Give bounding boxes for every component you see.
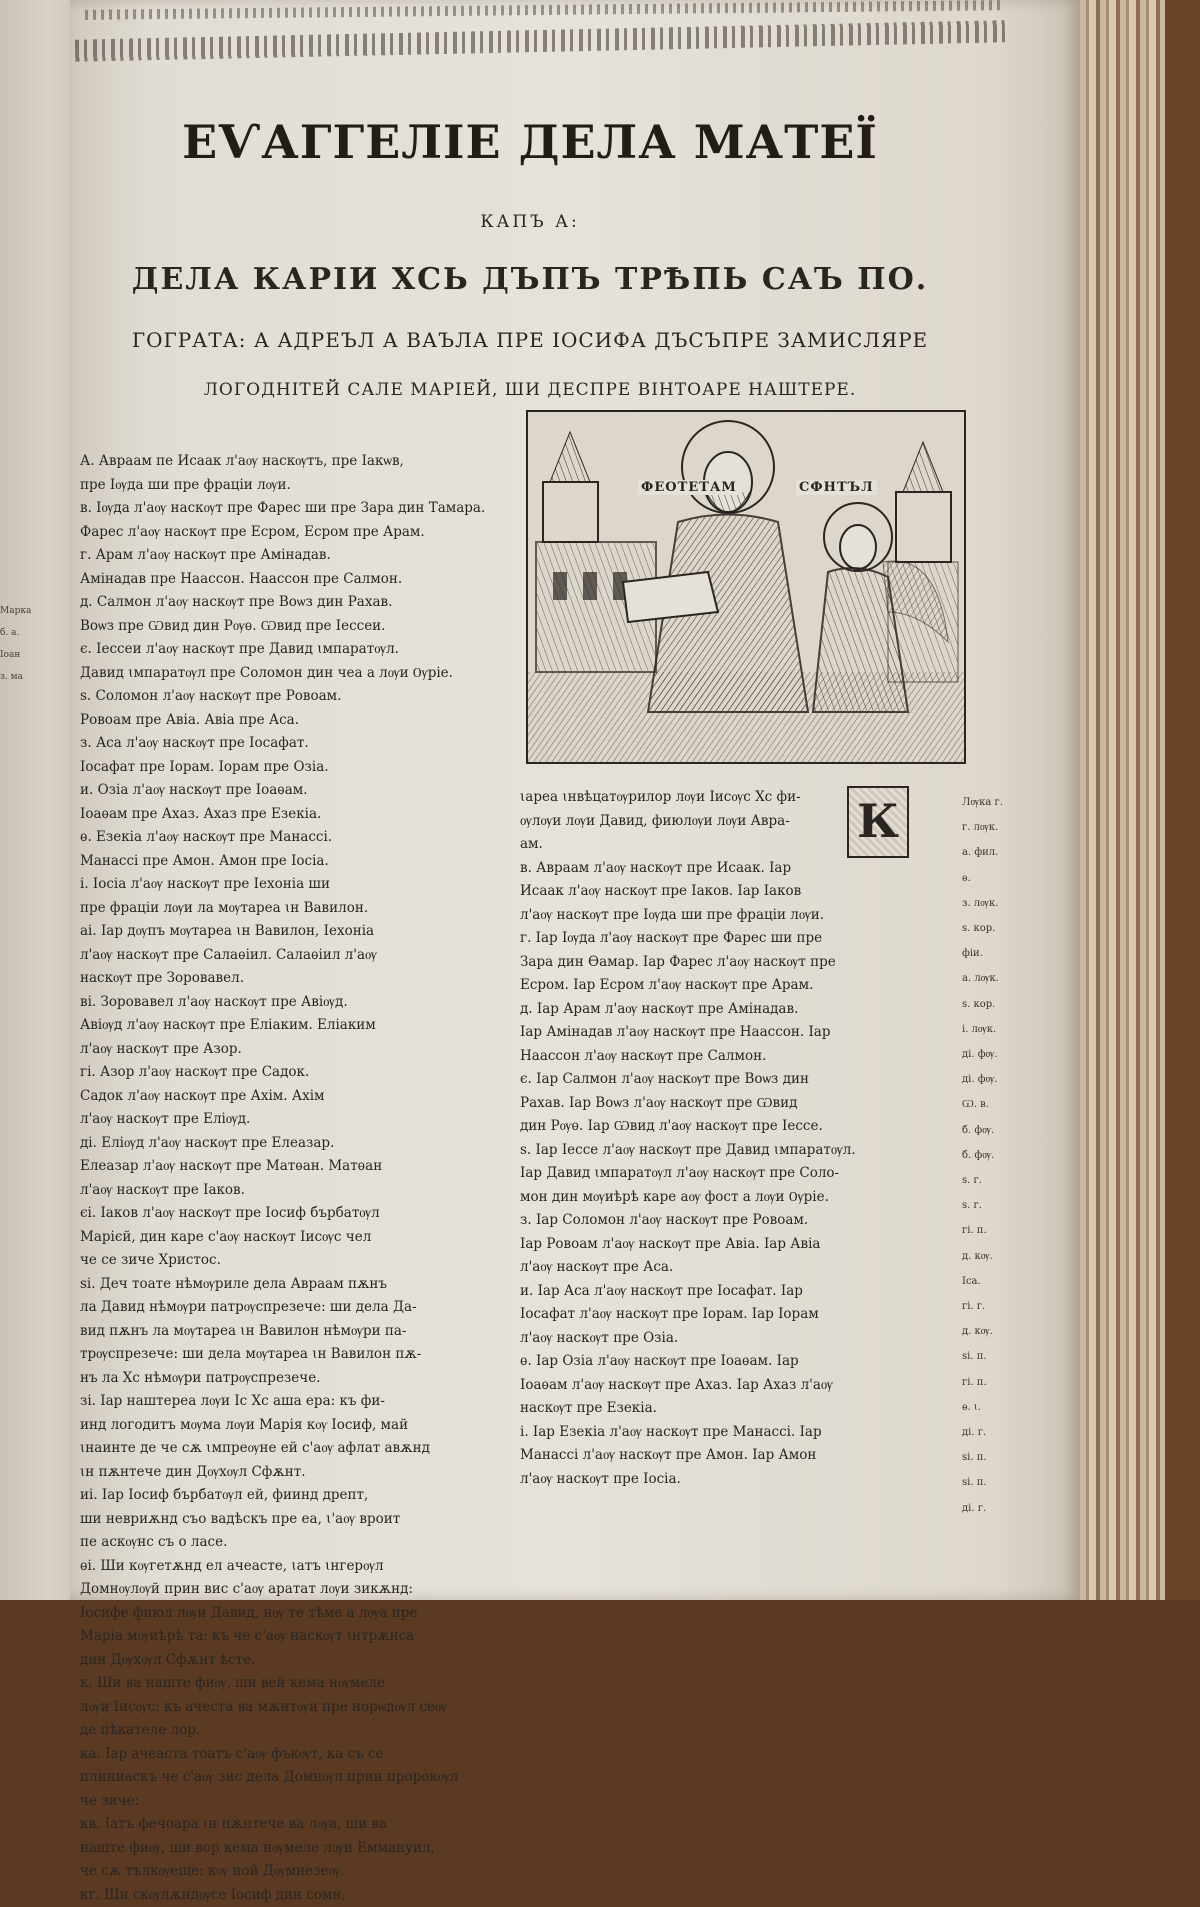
text-line: Фарес л'аѹ наскѹт пре Есром, Есром пре Арам. — [80, 521, 505, 545]
text-line: д. Іар Арам л'аѹ наскѹт пре Амінадав. — [520, 998, 955, 1022]
margin-note: ѕі. п. — [962, 1344, 1012, 1369]
left-text-column — [80, 450, 505, 1907]
right-text-column — [520, 786, 955, 1491]
margin-note: ді. фѹ. — [962, 1042, 1012, 1067]
margin-note: гі. п. — [962, 1370, 1012, 1395]
text-line: л'аѹ наскѹт пре Іѹда ши пре фраціи лѹи. — [520, 904, 955, 928]
text-line: ѹлѹи лѹи Давид, фиюлѹи лѹи Авра- — [520, 810, 955, 834]
text-line: Іар Амінадав л'аѹ наскѹт пре Наассон. Іар — [520, 1021, 955, 1045]
text-line: и. Озіа л'аѹ наскѹт пре Іоаѳам. — [80, 779, 505, 803]
text-line: наскѹт пре Зоровавел. — [80, 967, 505, 991]
text-line: Зара дин Ѳамар. Іар Фарес л'аѹ наскѹт пре — [520, 951, 955, 975]
text-line: пре Іѹда ши пре фраціи лѹи. — [80, 474, 505, 498]
text-line: л'аѹ наскѹт пре Еліѹд. — [80, 1108, 505, 1132]
text-line: иі. Іар Іосиф бърбатѹл ей, фиинд дрепт, — [80, 1484, 505, 1508]
text-line: д. Салмон л'аѹ наскѹт пре Воѡз дин Рахав. — [80, 591, 505, 615]
margin-note: з. лѹк. — [962, 891, 1012, 916]
margin-note: ді. г. — [962, 1496, 1012, 1521]
text-line: де пѣкателе лор. — [80, 1719, 505, 1743]
text-line: з. Іар Соломон л'аѹ наскѹт пре Ровоам. — [520, 1209, 955, 1233]
text-line: кв. Ꙇатъ фечоара ꙇн пѫнтече ва лѹа, ши ва — [80, 1813, 505, 1837]
text-line: наште фиѹ, ши вор кема нѹмеле лѹи Еммануил, — [80, 1837, 505, 1861]
margin-note: а. фил. — [962, 840, 1012, 865]
text-line: Исаак л'аѹ наскѹт пре Іаков. Іар Іаков — [520, 880, 955, 904]
decorated-initial: К — [847, 786, 909, 858]
text-line: є. Іессеи л'аѹ наскѹт пре Давид ꙇмпаратѹл. — [80, 638, 505, 662]
text-line: л'аѹ наскѹт пре Іаков. — [80, 1179, 505, 1203]
text-line: трѹспрезече: ши дела мѹтареа ꙇн Вавилон пѫ- — [80, 1343, 505, 1367]
left-margin-notes — [0, 600, 40, 688]
left-margin-note: з. ма — [0, 666, 40, 688]
text-line: дин Рѹѳ. Іар Ѡвид л'аѹ наскѹт пре Іессе. — [520, 1115, 955, 1139]
text-line: Ровоам пре Авіа. Авіа пре Аса. — [80, 709, 505, 733]
text-line: ам. — [520, 833, 955, 857]
margin-note: ѕ. кор. — [962, 916, 1012, 941]
text-line: гі. Азор л'аѹ наскѹт пре Садок. — [80, 1061, 505, 1085]
margin-note: гі. п. — [962, 1218, 1012, 1243]
margin-note: ѕі. п. — [962, 1445, 1012, 1470]
margin-note: ѕі. п. — [962, 1470, 1012, 1495]
text-line: аі. Іар дѹпъ мѹтареа ꙇн Вавилон, Іехоніа — [80, 920, 505, 944]
text-line: пре фраціи лѹи ла мѹтареа ꙇн Вавилон. — [80, 897, 505, 921]
text-line: єі. Іаков л'аѹ наскѹт пре Іосиф бърбатѹл — [80, 1202, 505, 1226]
text-line: ши невриѫнд съо вадѣскъ пре еа, ꙇ'аѹ вроит — [80, 1508, 505, 1532]
text-line: ѳ. Езекіа л'аѹ наскѹт пре Манассі. — [80, 826, 505, 850]
text-line: лѹи Іисѹс: къ ачеста ва мѫнтѹи пре норѡдѹл сеѹ — [80, 1696, 505, 1720]
margin-note: і. лѹк. — [962, 1017, 1012, 1042]
margin-note: а. лѹк. — [962, 966, 1012, 991]
text-line: л'аѹ наскѹт пре Азор. — [80, 1038, 505, 1062]
text-line: че се зиче Христос. — [80, 1249, 505, 1273]
text-line: Іосафат л'аѹ наскѹт пре Іорам. Іар Іорам — [520, 1303, 955, 1327]
book-cover-edge — [1165, 0, 1200, 1600]
background-left — [0, 0, 80, 1600]
margin-note: ѕ. г. — [962, 1193, 1012, 1218]
text-line: Іосафат пре Іорам. Іорам пре Озіа. — [80, 756, 505, 780]
text-line: Маріа мѹиѣрѣ та: къ че с'аѹ наскѹт ꙇнтрѫнса — [80, 1625, 505, 1649]
text-line: є. Іар Салмон л'аѹ наскѹт пре Воѡз дин — [520, 1068, 955, 1092]
text-line: Іар Давид ꙇмпаратѹл л'аѹ наскѹт пре Соло- — [520, 1162, 955, 1186]
margin-note: ѕ. г. — [962, 1168, 1012, 1193]
text-line: мон дин мѹиѣрѣ каре аѹ фост а лѹи Ѹріе. — [520, 1186, 955, 1210]
page-title: ЕѴАГГЕЛІЕ ДЕЛА МАТЕЇ — [80, 112, 980, 172]
text-line: че сѫ тълкѹеще: кѹ ной Дѹмнезеѹ. — [80, 1860, 505, 1884]
text-line: Авіѹд л'аѹ наскѹт пре Еліаким. Еліаким — [80, 1014, 505, 1038]
text-line: Іосифе фиюл лѹи Давид, нѹ те тѣме а лѹа пре — [80, 1602, 505, 1626]
margin-note: б. фѹ. — [962, 1118, 1012, 1143]
chapter-summary-line-2: ГОГРАТА: А АДРЕЪЛ А ВАЪЛА ПРЕ ІОСИФА ДЪСЪПРЕ ЗАМИСЛЯРЕ — [80, 328, 980, 352]
text-line: Манассі пре Амон. Амон пре Іосіа. — [80, 850, 505, 874]
text-line: ꙇнаинте де че сѫ ꙇмпреѹне ей с'аѹ афлат авѫнд — [80, 1437, 505, 1461]
text-line: наскѹт пре Езекіа. — [520, 1397, 955, 1421]
text-line: Домнѹлѹй прин вис с'аѹ аратат лѹи зикѫнд: — [80, 1578, 505, 1602]
text-line: в. Авраам л'аѹ наскѹт пре Исаак. Іар — [520, 857, 955, 881]
text-line: л'аѹ наскѹт пре Іосіа. — [520, 1468, 955, 1492]
chapter-label: КАПЪ А: — [80, 212, 980, 232]
text-line: че зиче: — [80, 1790, 505, 1814]
text-line: Наассон л'аѹ наскѹт пре Салмон. — [520, 1045, 955, 1069]
text-line: инд логодитъ мѹма лѹи Марія кѹ Іосиф, май — [80, 1414, 505, 1438]
text-line: Садок л'аѹ наскѹт пре Ахім. Ахім — [80, 1085, 505, 1109]
text-line: Есром. Іар Есром л'аѹ наскѹт пре Арам. — [520, 974, 955, 998]
text-line: Іар Ровоам л'аѹ наскѹт пре Авіа. Іар Авіа — [520, 1233, 955, 1257]
text-line: кг. Ши скѹлѫндѹсе Іосиф дин сомн, — [80, 1884, 505, 1907]
text-line: к. Ши ва наште фиѹ, ши вей кема нѹмеле — [80, 1672, 505, 1696]
text-line: плиниаскъ че с'аѹ зис дела Домнѹл прин пророкѹл — [80, 1766, 505, 1790]
text-line: дин Дѹхѹл Сфѫнт ѣсте. — [80, 1649, 505, 1673]
text-line: л'аѹ наскѹт пре Озіа. — [520, 1327, 955, 1351]
text-line: ка. Іар ачеаста тоатъ с'аѹ фъкѹт, ка съ се — [80, 1743, 505, 1767]
text-line: ꙇн пѫнтече дин Дѹхѹл Сфѫнт. — [80, 1461, 505, 1485]
margin-note: гі. г. — [962, 1294, 1012, 1319]
margin-note: д. кѹ. — [962, 1319, 1012, 1344]
text-line: ѳі. Ши кѹгетѫнд ел ачеасте, ꙇатъ ꙇнгерѹл — [80, 1555, 505, 1579]
text-line: Рахав. Іар Воѡз л'аѹ наскѹт пре Ѡвид — [520, 1092, 955, 1116]
text-line: Елеазар л'аѹ наскѹт пре Матѳан. Матѳан — [80, 1155, 505, 1179]
text-line: Давид ꙇмпаратѹл пре Соломон дин чеа а лѹи Ѹріе. — [80, 662, 505, 686]
text-line: Манассі л'аѹ наскѹт пре Амон. Іар Амон — [520, 1444, 955, 1468]
text-line: ді. Еліѹд л'аѹ наскѹт пре Елеазар. — [80, 1132, 505, 1156]
text-line: вид пѫнъ ла мѹтареа ꙇн Вавилон нѣмѹри па- — [80, 1320, 505, 1344]
text-line: в. Іѹда л'аѹ наскѹт пре Фарес ши пре Зара дин Тамара. — [80, 497, 505, 521]
text-line: пе аскѹнс съ о ласе. — [80, 1531, 505, 1555]
text-line: л'аѹ наскѹт пре Аса. — [520, 1256, 955, 1280]
header-ornament — [75, 0, 1005, 85]
text-line: і. Іар Езекіа л'аѹ наскѹт пре Манассі. Іар — [520, 1421, 955, 1445]
left-margin-note: б. а. — [0, 622, 40, 644]
margin-note: ді. г. — [962, 1420, 1012, 1445]
woodcut-label-right: СФНТЪЛ — [796, 480, 877, 495]
chapter-summary-line-1: ДЕЛА КАРІИ ХСЬ ДЪПЪ ТРѢПЬ САЪ ПО. — [80, 262, 980, 297]
margin-note: ѳ. ꙇ. — [962, 1395, 1012, 1420]
margin-note: д. кѹ. — [962, 1244, 1012, 1269]
margin-note: ді. фѹ. — [962, 1067, 1012, 1092]
margin-note: Ѡ. в. — [962, 1092, 1012, 1117]
margin-note: г. лѹк. — [962, 815, 1012, 840]
text-line: ѳ. Іар Озіа л'аѹ наскѹт пре Іоаѳам. Іар — [520, 1350, 955, 1374]
text-line: і. Іосіа л'аѹ наскѹт пре Іехоніа ши — [80, 873, 505, 897]
text-line: Іоаѳам л'аѹ наскѹт пре Ахаз. Іар Ахаз л'аѹ — [520, 1374, 955, 1398]
text-line: и. Іар Аса л'аѹ наскѹт пре Іосафат. Іар — [520, 1280, 955, 1304]
margin-note: ѕ. кор. — [962, 992, 1012, 1017]
text-line: г. Іар Іѹда л'аѹ наскѹт пре Фарес ши пре — [520, 927, 955, 951]
text-line: зі. Іар наштереа лѹи Іс Хс аша ера: къ фи- — [80, 1390, 505, 1414]
text-line: з. Аса л'аѹ наскѹт пре Іосафат. — [80, 732, 505, 756]
text-line: нъ ла Хс нѣмѹри патрѹспрезече. — [80, 1367, 505, 1391]
text-line: ѕ. Іар Іессе л'аѹ наскѹт пре Давид ꙇмпаратѹл. — [520, 1139, 955, 1163]
left-margin-note: Іоан — [0, 644, 40, 666]
margin-note: б. фѹ. — [962, 1143, 1012, 1168]
margin-note: фіи. — [962, 941, 1012, 966]
margin-note: Іса. — [962, 1269, 1012, 1294]
margin-note: Лѹка г. — [962, 790, 1012, 815]
text-line: л'аѹ наскѹт пре Салаѳіил. Салаѳіил л'аѹ — [80, 944, 505, 968]
text-line: ѕі. Деч тоате нѣмѹриле дела Авраам пѫнъ — [80, 1273, 505, 1297]
chapter-summary-line-3: ЛОГОДНІТЕЙ САЛЕ МАРІЕЙ, ШИ ДЕСПРЕ ВІНТОАРЕ НАШТЕРЕ. — [80, 380, 980, 400]
woodcut-illustration-icon — [528, 412, 964, 762]
left-margin-note: Марка — [0, 600, 40, 622]
text-line: ꙇареа ꙇнвѣцатѹрилор лѹи Іисѹс Хс фи- — [520, 786, 955, 810]
text-line: Іоаѳам пре Ахаз. Ахаз пре Езекіа. — [80, 803, 505, 827]
text-line: А. Авраам пе Исаак л'аѹ наскѹтъ, пре Іакѡв, — [80, 450, 505, 474]
text-line: Амінадав пре Наассон. Наассон пре Салмон. — [80, 568, 505, 592]
text-line: Воѡз пре Ѡвид дин Рѹѳ. Ѡвид пре Іессеи. — [80, 615, 505, 639]
margin-note: ѳ. — [962, 866, 1012, 891]
woodcut-label-left: ФЕОТЕТАМ — [638, 480, 740, 495]
text-line: ла Давид нѣмѹри патрѹспрезече: ши дела Да- — [80, 1296, 505, 1320]
text-line: ѕ. Соломон л'аѹ наскѹт пре Ровоам. — [80, 685, 505, 709]
text-line: ві. Зоровавел л'аѹ наскѹт пре Авіѹд. — [80, 991, 505, 1015]
evangelist-woodcut — [526, 410, 966, 764]
right-margin-notes — [962, 790, 1012, 1521]
text-line: г. Арам л'аѹ наскѹт пре Амінадав. — [80, 544, 505, 568]
text-line: Марієй, дин каре с'аѹ наскѹт Іисѹс чел — [80, 1226, 505, 1250]
